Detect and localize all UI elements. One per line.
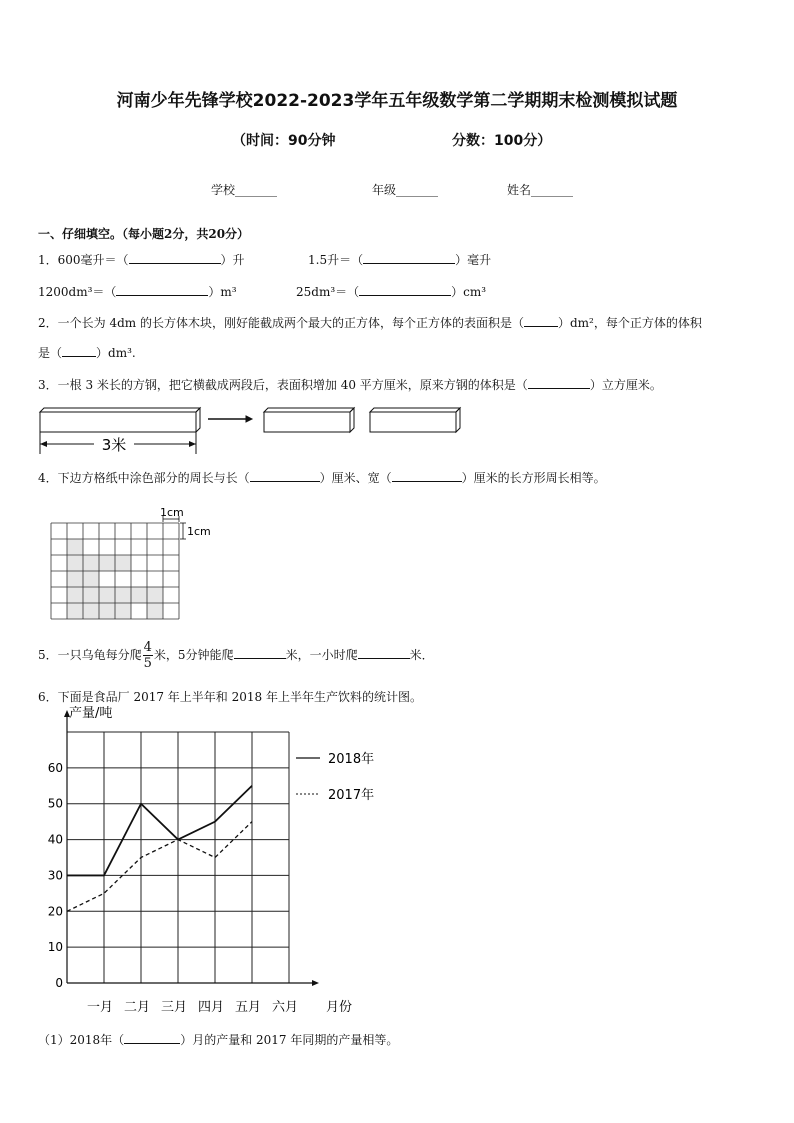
chart-axes [64,710,319,986]
chart-tick-labels [48,706,352,1015]
y-tick-label: 30 [47,868,63,883]
x-tick-label: 四月 [197,1000,225,1015]
q6-sub1: （1）2018年（ ）月的产量和 2017 年同期的产量相等。 [38,1033,399,1047]
q6-sub1-blank[interactable] [124,1031,180,1044]
section-heading: 一、仔细填空。（每小题2分，共20分） [38,227,250,241]
x-tick-label: 三月 [160,1000,188,1015]
q2-line2: 是（ ）dm³. [38,346,136,360]
legend-label-2017年: 2017年 [328,788,375,803]
series-line-2017年 [67,822,252,912]
q1-c-blank[interactable] [116,283,208,296]
q1-b-blank[interactable] [363,251,455,264]
q5-text: 5．一只乌龟每分爬 $\frac{4}{5}$ 米，5分钟能爬 米，一小时爬 米． [38,640,434,671]
q6-text: 6．下面是食品厂 2017 年上半年和 2018 年上半年生产饮料的统计图。 [38,690,422,704]
q2-blank2[interactable] [62,344,96,357]
production-line-chart [30,706,400,1024]
y-axis-title: 产量/吨 [69,706,113,721]
time-note: （时间：90分钟 [232,133,336,149]
grid-paper [46,504,236,624]
q1-a-blank[interactable] [129,251,221,264]
q1-d-blank[interactable] [359,283,451,296]
chart-grid [67,732,289,983]
grade-field: 年级_______ [372,183,439,197]
q1-a: 1．600毫升＝（ ）升 [38,253,245,267]
y-tick-label: 0 [55,976,63,990]
bar-length-label: 3米 [101,436,127,454]
q3-blank[interactable] [528,376,590,389]
chart-legend [296,751,374,803]
q5-blank-5min[interactable] [234,646,286,659]
q2-line1: 2．一个长为 4dm 的长方体木块，刚好能截成两个最大的正方体，每个正方体的表面积是（ ）dm²，每个正方体的体积 [38,316,702,330]
legend-label-2018年: 2018年 [328,752,375,767]
q1-c: 1200dm³＝（ ）m³ [38,285,237,299]
x-tick-label: 五月 [234,1000,262,1015]
q5-blank-1hour[interactable] [358,646,410,659]
y-tick-label: 50 [47,796,63,811]
x-axis-title: 月份 [325,1000,353,1015]
fraction-four-fifths: $\frac{4}{5}$ [143,640,152,671]
steel-bar-diagram [36,402,466,460]
q4-blank-length[interactable] [250,469,320,482]
unit-label-vertical: 1cm [187,525,211,538]
name-field: 姓名_______ [507,183,574,197]
unit-label-horizontal: 1cm [160,506,184,519]
q4-text: 4．下边方格纸中涂色部分的周长与长（ ）厘米、宽（ ）厘米的长方形周长相等。 [38,471,606,485]
exam-title: 河南少年先锋学校2022-2023学年五年级数学第二学期期末检测模拟试题 [116,91,678,111]
x-tick-label: 二月 [123,1000,151,1015]
q4-blank-width[interactable] [392,469,462,482]
score-note: 分数：100分） [452,133,552,149]
x-tick-label: 六月 [271,1000,299,1015]
school-field: 学校_______ [211,183,278,197]
q1-d: 25dm³＝（ ）cm³ [296,285,487,299]
series-line-2018年 [67,786,252,876]
y-tick-label: 10 [47,940,63,955]
y-tick-label: 60 [47,760,63,775]
chart-series [67,786,252,912]
y-tick-label: 20 [47,904,63,919]
q1-b: 1.5升＝（ ）毫升 [308,253,492,267]
y-tick-label: 40 [47,832,63,847]
q2-blank1[interactable] [524,314,558,327]
q3-text: 3．一根 3 米长的方钢，把它横截成两段后，表面积增加 40 平方厘米，原来方钢的体积是（ ）立方厘米。 [38,378,662,392]
x-axis-arrow [312,980,319,986]
x-tick-label: 一月 [86,1000,114,1015]
